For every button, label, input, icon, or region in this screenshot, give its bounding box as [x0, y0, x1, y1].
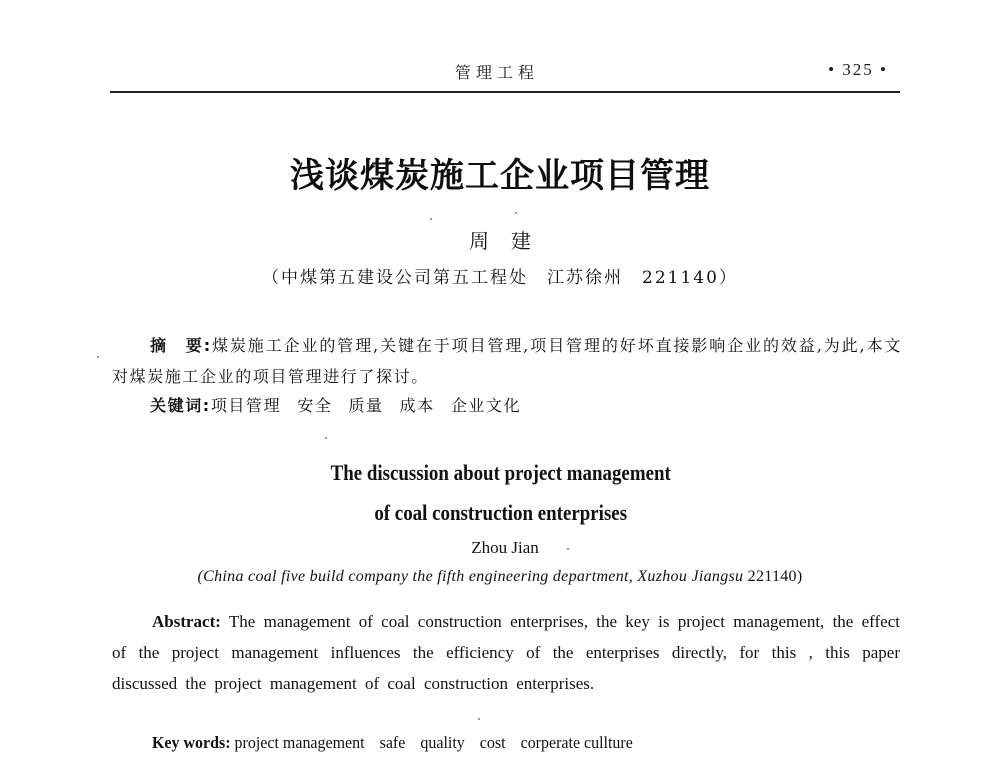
english-keyword: cost [479, 733, 506, 752]
english-keywords [152, 733, 648, 753]
chinese-abstract-text: 煤炭施工企业的管理,关键在于项目管理,项目管理的好坏直接影响企业的效益,为此,本文对煤炭施工企业的项目管理进行了探讨。 [112, 336, 902, 386]
english-abstract-label: Abstract: [152, 612, 221, 631]
english-affiliation [0, 568, 1000, 586]
english-affiliation-postcode: 221140) [747, 568, 803, 585]
chinese-title: 浅谈煤炭施工企业项目管理 [290, 156, 710, 196]
scan-speck [430, 218, 432, 220]
english-author: Zhou Jian [471, 538, 539, 557]
chinese-author: 周建 [469, 229, 553, 253]
journal-name: 管理工程 [455, 63, 540, 82]
english-affiliation-text: (China coal five build company the fifth engineering department, Xuzhou Jiangsu [197, 568, 744, 585]
scan-speck [515, 212, 517, 214]
chinese-keyword: 成本 [399, 396, 435, 415]
english-title-line-2: of coal construction enterprises [374, 500, 628, 525]
chinese-keywords [150, 393, 537, 416]
scan-speck [478, 718, 480, 720]
chinese-abstract-label: 摘 要: [150, 336, 212, 355]
english-keyword: quality [420, 733, 465, 752]
scan-speck [97, 356, 99, 358]
english-keyword: corperate cullture [520, 733, 633, 752]
chinese-keyword: 项目管理 [210, 396, 282, 415]
chinese-keyword: 安全 [297, 396, 333, 415]
english-keyword: project management [234, 733, 365, 752]
header-rule [110, 91, 900, 93]
scan-speck [567, 548, 569, 550]
english-title-line-1: The discussion about project management [330, 460, 671, 485]
running-header [110, 60, 900, 90]
chinese-keyword: 企业文化 [450, 396, 522, 415]
english-abstract [112, 606, 900, 699]
english-abstract-text: The management of coal construction enterprises, the key is project management, the effect of the project management influences the efficiency of the enterprises directly, for this , this paper discussed the project management of coal construction enterprises. [112, 612, 900, 693]
scan-speck [325, 437, 327, 439]
english-keywords-label: Key words: [152, 733, 231, 752]
chinese-abstract [112, 330, 902, 392]
page-number: • 325 • [828, 60, 888, 79]
chinese-keywords-label: 关键词: [150, 396, 211, 415]
chinese-affiliation: （中煤第五建设公司第五工程处 江苏徐州 221140） [262, 268, 738, 288]
chinese-keyword: 质量 [348, 396, 384, 415]
english-keyword: safe [379, 733, 406, 752]
